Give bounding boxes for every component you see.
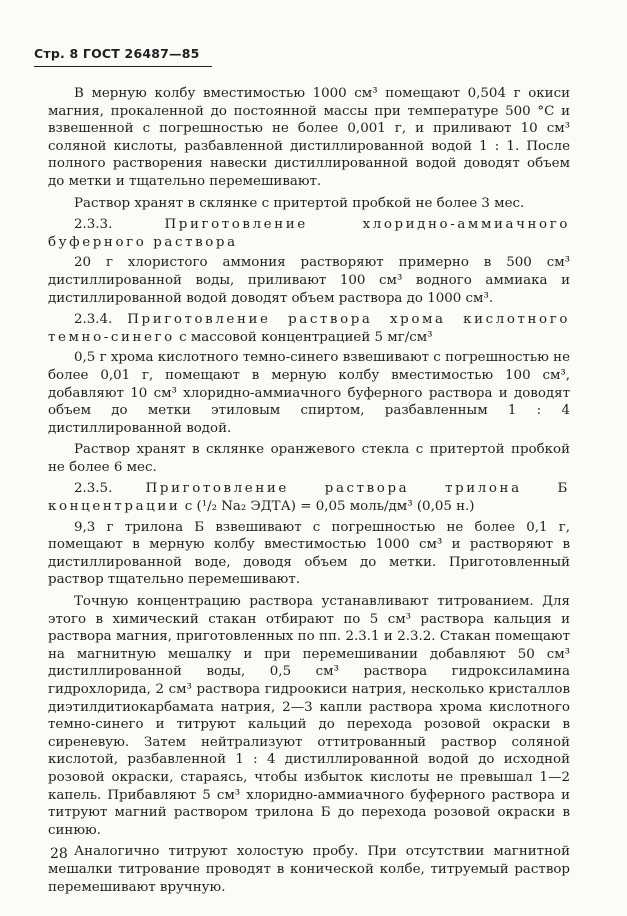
paragraph-storage-3-months: Раствор хранят в склянке с притертой пробкой не более 3 мес. — [74, 195, 525, 211]
section-title: Приготовление раствора хрома кислотного темно-синего — [48, 312, 570, 345]
section-title: Приготовление раствора трилона Б концентрации — [48, 481, 570, 515]
page-number: 28 — [50, 846, 68, 862]
header-rule — [34, 66, 212, 67]
section-title: Приготовление хлоридно-аммиачного буферного раствора — [48, 217, 570, 250]
paragraph-storage-6-months: Раствор хранят в склянке оранжевого стекла с притертой пробкой не более 6 мес. — [48, 442, 570, 475]
paragraph-trilon-preparation: 9,3 г трилона Б взвешивают с погрешностью не более 0,1 г, помещают в мерную колбу вместимостью 1000 см³ и растворяют в дистиллированной воде, доводя объем до метки. Приготовленный раствор тщательно перемешивают. — [48, 519, 570, 588]
document-body — [48, 85, 570, 900]
section-title-tail: с массовой концентрацией 5 мг/см³ — [179, 329, 433, 345]
section-2-3-3-heading — [48, 216, 570, 251]
page-header: Стр. 8 ГОСТ 26487—85 — [34, 46, 200, 61]
section-2-3-5-heading — [48, 480, 570, 515]
paragraph-chrome-solution: 0,5 г хрома кислотного темно-синего взвешивают с погрешностью не более 0,01 г, помещают в мерную колбу вместимостью 100 см³, добавляют 10 см³ хлоридно-аммиачного буферного раствора и доводят объем до метки этиловым спиртом, разбавленным 1 : 4 дистиллированной водой. — [48, 350, 570, 436]
paragraph-blank-sample: Аналогично титруют холостую пробу. При отсутствии магнитной мешалки титрование проводят в конической колбе, титруемый раствор перемешивают вручную. — [48, 844, 570, 895]
section-title-tail: с (¹/₂ Na₂ ЭДТА) = 0,05 моль/дм³ (0,05 н.) — [184, 499, 475, 515]
paragraph-titration: Точную концентрацию раствора устанавливают титрованием. Для этого в химический стакан отбирают по 5 см³ раствора кальция и раствора магния, приготовленных по пп. 2.3.1 и 2.3.2. Стакан помещают на магнитную мешалку и при перемешивании добавляют 50 см³ дистиллированной воды, 0,5 см³ раствора гидроксиламина гидрохлорида, 2 см³ раствора гидроокиси натрия, несколько кристаллов диэтилдитиокарбамата натрия, 2—3 капли раствора хрома кислотного темно-синего и титруют кальций до перехода розовой окраски в сиреневую. Затем нейтрализуют оттитрованный раствор соляной кислотой, разбавленной 1 : 4 дистиллированной водой до исходной розовой окраски, стараясь, чтобы избыток кислоты не превышал 1—2 капель. Прибавляют 5 см³ хлоридно-аммиачного буферного раствора и титруют магний раствором трилона Б до перехода розовой окраски в синюю. — [48, 594, 570, 838]
section-number: 2.3.4. — [74, 312, 113, 328]
paragraph-buffer-solution: 20 г хлористого аммония растворяют примерно в 500 см³ дистиллированной воды, приливают 100 см³ водного аммиака и дистиллированной водой доводят объем раствора до 1000 см³. — [48, 255, 570, 306]
section-number: 2.3.5. — [74, 481, 113, 497]
section-2-3-4-heading — [48, 311, 570, 346]
section-number: 2.3.3. — [74, 217, 113, 233]
paragraph-magnesium-solution: В мерную колбу вместимостью 1000 см³ помещают 0,504 г окиси магния, прокаленной до постоянной массы при температуре 500 °С и взвешенной с погрешностью не более 0,001 г, и приливают 10 см³ соляной кислоты, разбавленной дистиллированной водой 1 : 1. После полного растворения навески дистиллированной водой доводят объем до метки и тщательно перемешивают. — [48, 86, 570, 189]
